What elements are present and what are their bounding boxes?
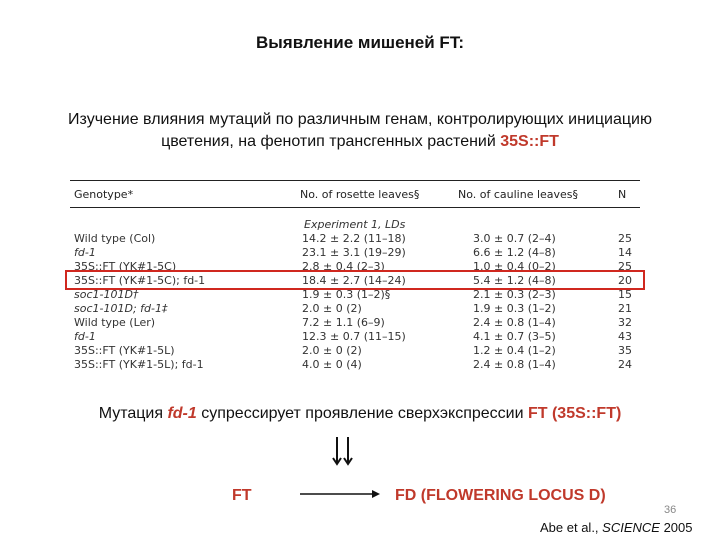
- cell-n: 43: [618, 330, 632, 343]
- cell-n: 15: [618, 288, 632, 301]
- cell-n: 32: [618, 316, 632, 329]
- table-row: [70, 358, 640, 372]
- cell-cauline: 1.2 ± 0.4 (1–2): [473, 344, 556, 357]
- cell-rosette: 18.4 ± 2.7 (14–24): [302, 274, 406, 287]
- mutation-gene: fd-1: [167, 405, 197, 422]
- header-rosette-leaves: No. of rosette leaves§: [300, 188, 420, 201]
- cell-cauline: 1.0 ± 0.4 (0–2): [473, 260, 556, 273]
- cell-cauline: 1.9 ± 0.3 (1–2): [473, 302, 556, 315]
- mutation-statement: [0, 405, 720, 423]
- mutation-pre: Мутация: [98, 405, 168, 422]
- slide-subtitle: [20, 109, 700, 153]
- table-header-rule: [70, 207, 640, 208]
- table-row: [70, 288, 640, 302]
- header-n: N: [618, 188, 627, 201]
- cell-n: 24: [618, 358, 632, 371]
- subtitle-line-1: Изучение влияния мутаций по различным генам, контролирующих инициацию: [68, 111, 652, 128]
- cell-n: 35: [618, 344, 632, 357]
- double-down-arrow-icon: [330, 436, 356, 466]
- slide-title: Выявление мишеней FT:: [256, 33, 464, 52]
- cell-cauline: 6.6 ± 1.2 (4–8): [473, 246, 556, 259]
- cell-rosette: 23.1 ± 3.1 (19–29): [302, 246, 406, 259]
- cell-cauline: 5.4 ± 1.2 (4–8): [473, 274, 556, 287]
- cell-rosette: 14.2 ± 2.2 (11–18): [302, 232, 406, 245]
- cell-n: 25: [618, 260, 632, 273]
- cell-cauline: 2.4 ± 0.8 (1–4): [473, 358, 556, 371]
- cell-cauline: 4.1 ± 0.7 (3–5): [473, 330, 556, 343]
- cell-genotype: fd-1: [74, 330, 96, 343]
- cell-rosette: 2.0 ± 0 (2): [302, 302, 362, 315]
- citation-year: 2005: [659, 520, 693, 535]
- header-genotype: Genotype*: [74, 188, 134, 201]
- mutation-ft: FT (35S::FT): [527, 405, 622, 422]
- cell-rosette: 2.8 ± 0.4 (2–3): [302, 260, 385, 273]
- transgene-label: 35S::FT: [500, 133, 559, 150]
- citation-authors: Abe et al.,: [540, 520, 603, 535]
- cell-n: 20: [618, 274, 632, 287]
- pathway-ft: FT: [232, 487, 252, 504]
- cell-genotype: 35S::FT (YK#1-5L); fd-1: [74, 358, 204, 371]
- cell-genotype: soc1-101D†: [74, 288, 139, 301]
- page-number: 36: [664, 504, 677, 516]
- pathway-fd: FD (FLOWERING LOCUS D): [395, 487, 606, 504]
- experiment-label: Experiment 1, LDs: [304, 218, 406, 231]
- cell-genotype: Wild type (Ler): [74, 316, 156, 329]
- subtitle-line-2: [20, 131, 700, 153]
- cell-rosette: 1.9 ± 0.3 (1–2)§: [302, 288, 391, 301]
- cell-n: 14: [618, 246, 632, 259]
- table-row: [70, 232, 640, 246]
- cell-genotype: 35S::FT (YK#1-5C): [74, 260, 177, 273]
- cell-genotype: Wild type (Col): [74, 232, 156, 245]
- mutation-mid: супрессирует проявление сверхэкспрессии: [196, 405, 528, 422]
- right-arrow-icon: [300, 486, 382, 502]
- cell-cauline: 2.1 ± 0.3 (2–3): [473, 288, 556, 301]
- citation-journal: SCIENCE: [602, 520, 660, 535]
- cell-rosette: 7.2 ± 1.1 (6–9): [302, 316, 385, 329]
- table-top-rule: [70, 180, 640, 181]
- cell-n: 25: [618, 232, 632, 245]
- cell-cauline: 3.0 ± 0.7 (2–4): [473, 232, 556, 245]
- table-row: [70, 316, 640, 330]
- cell-rosette: 4.0 ± 0 (4): [302, 358, 362, 371]
- table-row: [70, 302, 640, 316]
- table-row: [70, 246, 640, 260]
- subtitle-line-2-text: цветения, на фенотип трансгенных растений: [161, 133, 501, 150]
- header-cauline-leaves: No. of cauline leaves§: [458, 188, 579, 201]
- table-row: [70, 344, 640, 358]
- citation: [540, 520, 693, 535]
- cell-genotype: soc1-101D; fd-1‡: [74, 302, 168, 315]
- table-row: [70, 330, 640, 344]
- cell-genotype: 35S::FT (YK#1-5C); fd-1: [74, 274, 206, 287]
- highlight-box: [65, 270, 645, 290]
- cell-cauline: 2.4 ± 0.8 (1–4): [473, 316, 556, 329]
- cell-rosette: 12.3 ± 0.7 (11–15): [302, 330, 406, 343]
- cell-genotype: fd-1: [74, 246, 96, 259]
- cell-n: 21: [618, 302, 632, 315]
- cell-genotype: 35S::FT (YK#1-5L): [74, 344, 175, 357]
- cell-rosette: 2.0 ± 0 (2): [302, 344, 362, 357]
